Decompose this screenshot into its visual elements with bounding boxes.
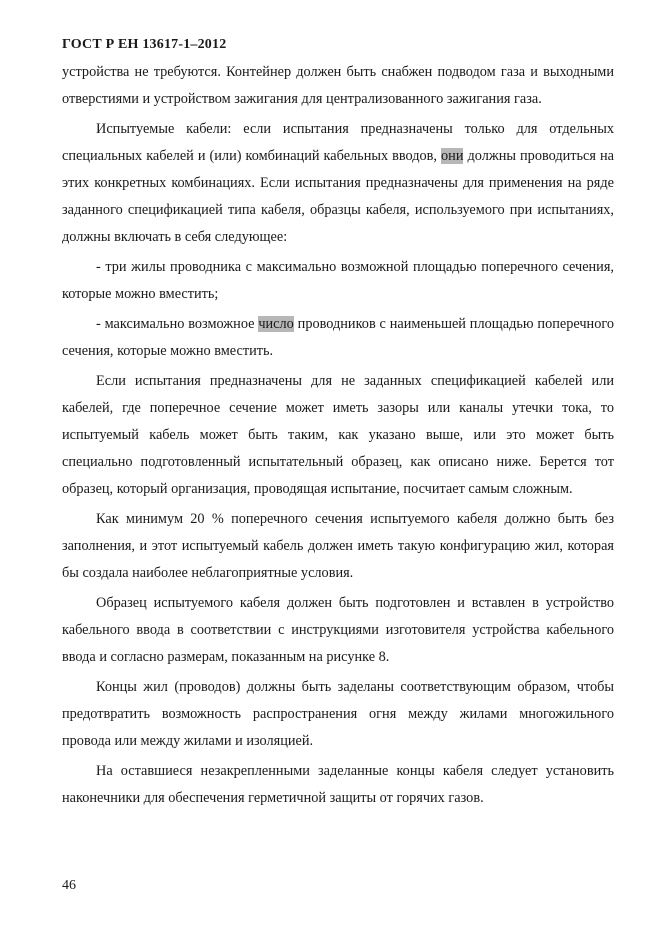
paragraph-test-cables <box>62 116 614 251</box>
paragraph-unspecified-cables: Если испытания предназначены для не заданных спецификацией кабелей или кабелей, где поперечное сечение может иметь зазоры или каналы утечки тока, то испытуемый кабель может быть таким, как указано выше, или это может быть специально подготовленный испытательный образец, как описано ниже. Берется тот образец, который организация, проводящая испытание, посчитает самым сложным. <box>62 373 614 497</box>
document-header-standard-number: ГОСТ Р ЕН 13617-1–2012 <box>62 37 227 52</box>
document-body <box>62 59 614 812</box>
page-number: 46 <box>62 878 76 893</box>
list-item-max-conductors <box>62 311 614 365</box>
paragraph-continuation: устройства не требуются. Контейнер должен быть снабжен подводом газа и выходными отверстиями и устройством зажигания для централизованного зажигания газа. <box>62 64 614 107</box>
paragraph-text: должны проводиться на этих конкретных комбинациях. Если испытания предназначены для применения на ряде заданного спецификацией типа кабеля, образцы кабеля, используемого при испытаниях, должны включать в себя следующее: <box>62 148 614 245</box>
paragraph-text: - максимально возможное <box>96 316 259 332</box>
highlighted-word: число <box>258 316 294 332</box>
paragraph-lugs: На оставшиеся незакрепленными заделанные концы кабеля следует установить наконечники для обеспечения герметичной защиты от горячих газов. <box>62 763 614 806</box>
highlighted-word: они <box>441 148 464 164</box>
paragraph-cross-section: Как минимум 20 % поперечного сечения испытуемого кабеля должно быть без заполнения, и этот испытуемый кабель должен иметь такую конфигурацию жил, которая бы создала наиболее неблагоприятные условия. <box>62 511 614 581</box>
paragraph-core-ends: Концы жил (проводов) должны быть заделаны соответствующим образом, чтобы предотвратить возможность распространения огня между жилами многожильного провода или между жилами и изоляцией. <box>62 679 614 749</box>
list-item-three-cores: - три жилы проводника с максимально возможной площадью поперечного сечения, которые можно вместить; <box>62 259 614 302</box>
paragraph-sample-preparation: Образец испытуемого кабеля должен быть подготовлен и вставлен в устройство кабельного ввода в соответствии с инструкциями изготовителя устройства кабельного ввода и согласно размерам, показанным на рисунке 8. <box>62 595 614 665</box>
paragraph-text: Испытуемые кабели: если испытания предназначены только для отдельных специальных кабелей и (или) комбинаций кабельных вводов, <box>62 121 614 164</box>
paragraph-text: проводников с наименьшей площадью поперечного сечения, которые можно вместить. <box>62 316 614 359</box>
